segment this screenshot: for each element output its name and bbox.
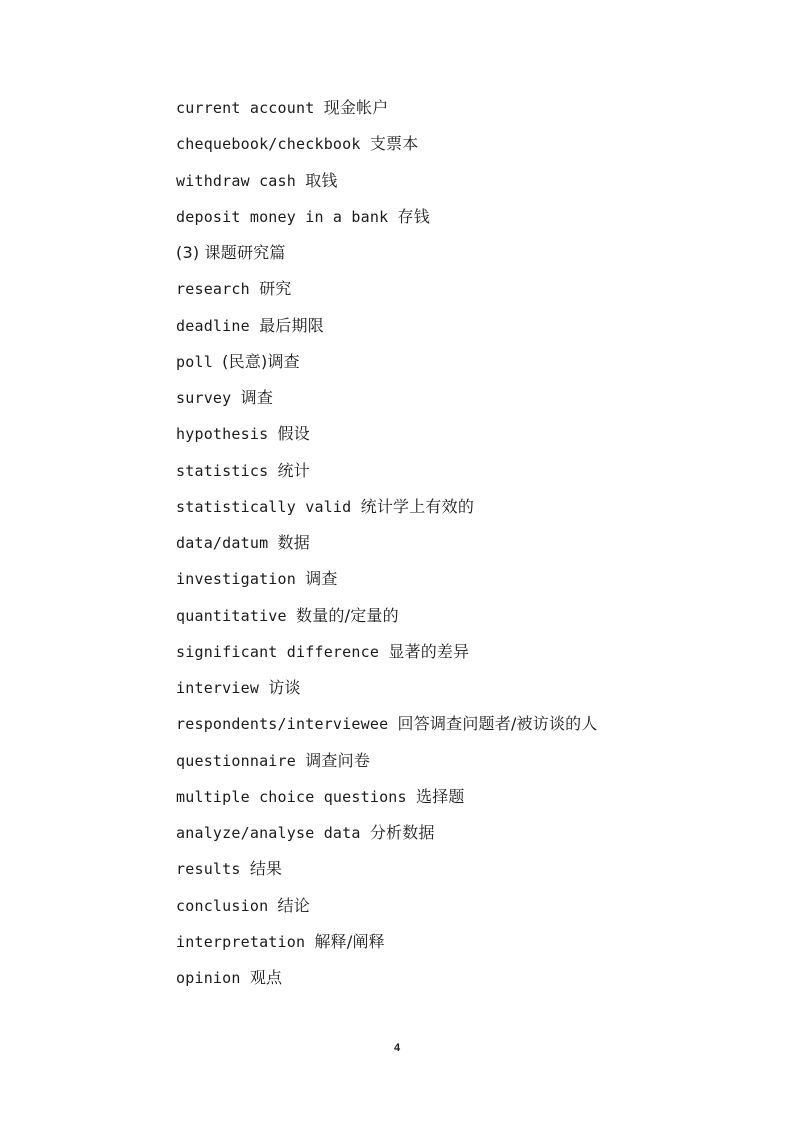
english-term: deadline [176, 316, 250, 335]
chinese-translation: 数量的/定量的 [296, 605, 399, 625]
vocabulary-entry [176, 857, 598, 893]
english-term: multiple choice questions [176, 787, 407, 806]
chinese-translation: (民意)调查 [222, 351, 300, 371]
vocabulary-entry [176, 821, 598, 857]
chinese-translation: 调查 [305, 569, 338, 589]
chinese-translation: 存钱 [397, 206, 430, 226]
vocabulary-entry [176, 676, 598, 712]
chinese-translation: 最后期限 [259, 315, 324, 335]
vocabulary-entry [176, 966, 598, 1002]
english-term: significant difference [176, 642, 380, 661]
english-term: opinion [176, 969, 241, 987]
english-term: hypothesis [176, 425, 269, 444]
vocabulary-entry [176, 386, 598, 422]
vocabulary-entry [176, 604, 598, 640]
chinese-translation: 统计 [277, 460, 310, 480]
english-term: quantitative [176, 606, 287, 625]
page-number: 4 [393, 1042, 401, 1054]
vocabulary-entry [176, 132, 598, 168]
english-term: poll [176, 352, 213, 371]
chinese-translation: 研究 [259, 279, 292, 299]
vocabulary-entry [176, 495, 598, 531]
chinese-translation: 假设 [277, 424, 310, 444]
english-term: current account [176, 99, 315, 117]
english-term: deposit money in a bank [176, 207, 389, 226]
vocabulary-entry [176, 749, 598, 785]
chinese-translation: 分析数据 [369, 823, 435, 842]
english-term: results [176, 860, 241, 879]
vocabulary-list [176, 96, 598, 1002]
english-term: conclusion [176, 896, 269, 915]
chinese-translation: 支票本 [369, 134, 419, 154]
english-term: interview [176, 679, 260, 697]
english-term: withdraw cash [176, 171, 296, 190]
english-term: research [176, 280, 250, 299]
chinese-translation: 调查 [240, 388, 274, 407]
english-term: questionnaire [176, 751, 296, 770]
chinese-translation: 访谈 [268, 678, 301, 697]
chinese-translation: 现金帐户 [323, 98, 389, 117]
english-term: investigation [176, 570, 296, 589]
vocabulary-entry [176, 894, 598, 930]
vocabulary-entry [176, 567, 598, 603]
chinese-translation: 结果 [249, 859, 283, 879]
vocabulary-entry [176, 422, 598, 458]
chinese-translation: 回答调查问题者/被访谈的人 [397, 714, 598, 734]
vocabulary-entry [176, 314, 598, 350]
vocabulary-entry [176, 350, 598, 386]
english-term: statistics [176, 461, 269, 480]
english-term: respondents/interviewee [176, 715, 389, 734]
vocabulary-entry [176, 96, 598, 132]
vocabulary-entry [176, 930, 598, 966]
chinese-translation: 结论 [277, 895, 310, 915]
chinese-translation: 调查问卷 [305, 750, 371, 770]
vocabulary-entry [176, 169, 598, 205]
vocabulary-entry [176, 640, 598, 676]
vocabulary-entry [176, 531, 598, 567]
chinese-translation: 显著的差异 [388, 641, 470, 661]
chinese-translation: 取钱 [305, 170, 338, 190]
english-term: survey [176, 389, 232, 407]
vocabulary-entry [176, 785, 598, 821]
english-term: interpretation [176, 932, 306, 951]
english-term: analyze/analyse data [176, 824, 361, 842]
chinese-translation: 统计学上有效的 [360, 496, 475, 516]
section-heading-text: (3) 课题研究篇 [176, 243, 286, 262]
chinese-translation: 解释/阐释 [314, 931, 385, 951]
vocabulary-entry [176, 459, 598, 495]
english-term: data/datum [176, 534, 269, 552]
vocabulary-entry [176, 205, 598, 241]
vocabulary-entry [176, 712, 598, 748]
english-term: chequebook/checkbook [176, 135, 361, 154]
chinese-translation: 数据 [277, 533, 310, 552]
vocabulary-entry [176, 277, 598, 313]
chinese-translation: 观点 [249, 968, 283, 987]
english-term: statistically valid [176, 497, 352, 516]
section-heading [176, 241, 598, 277]
chinese-translation: 选择题 [416, 786, 465, 806]
